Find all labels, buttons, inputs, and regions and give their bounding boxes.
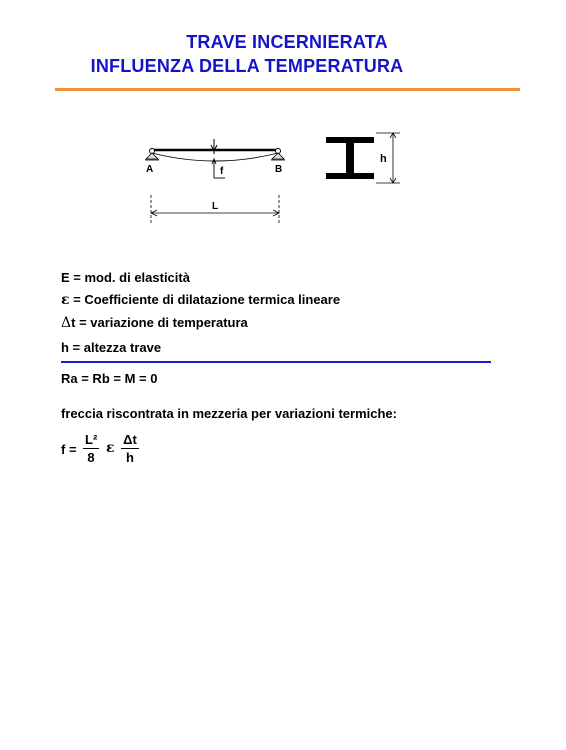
deflection-caption: freccia riscontrata in mezzeria per variazioni termiche: [61, 406, 397, 421]
section-divider [61, 361, 491, 363]
fraction2-denominator: h [126, 450, 134, 465]
definition-e: E = mod. di elasticità [61, 270, 190, 285]
page-title-line2: INFLUENZA DELLA TEMPERATURA [90, 56, 404, 76]
span-label: L [212, 201, 219, 212]
height-label: h [380, 153, 387, 165]
page-title-line1: TRAVE INCERNIERATA [186, 32, 388, 52]
deflected-shape [152, 153, 278, 161]
support-b-label: B [275, 164, 283, 175]
deflection-label: f [220, 166, 224, 177]
support-a-label: A [146, 164, 154, 175]
formula-lhs: f = [61, 442, 77, 457]
fraction-delta-t-over-h [121, 432, 139, 465]
fraction2-numerator: Δt [121, 432, 139, 449]
beam-diagram [130, 125, 420, 240]
delta-symbol: Δ [61, 315, 72, 331]
delta-text: t = variazione di temperatura [71, 315, 248, 330]
definition-epsilon [61, 292, 340, 308]
epsilon-symbol: ε [61, 292, 70, 308]
fraction1-denominator: 8 [87, 450, 95, 465]
definition-h: h = altezza trave [61, 340, 162, 355]
reactions-statement: Ra = Rb = M = 0 [61, 371, 158, 386]
epsilon-text: = Coefficiente di dilatazione termica lineare [69, 292, 341, 307]
definition-delta-t [61, 315, 248, 331]
title-underline [55, 88, 520, 91]
formula-epsilon: ε [106, 440, 115, 456]
fraction1-numerator: L² [85, 432, 98, 447]
fraction-l-squared-over-8 [83, 432, 99, 465]
i-section [326, 137, 374, 179]
